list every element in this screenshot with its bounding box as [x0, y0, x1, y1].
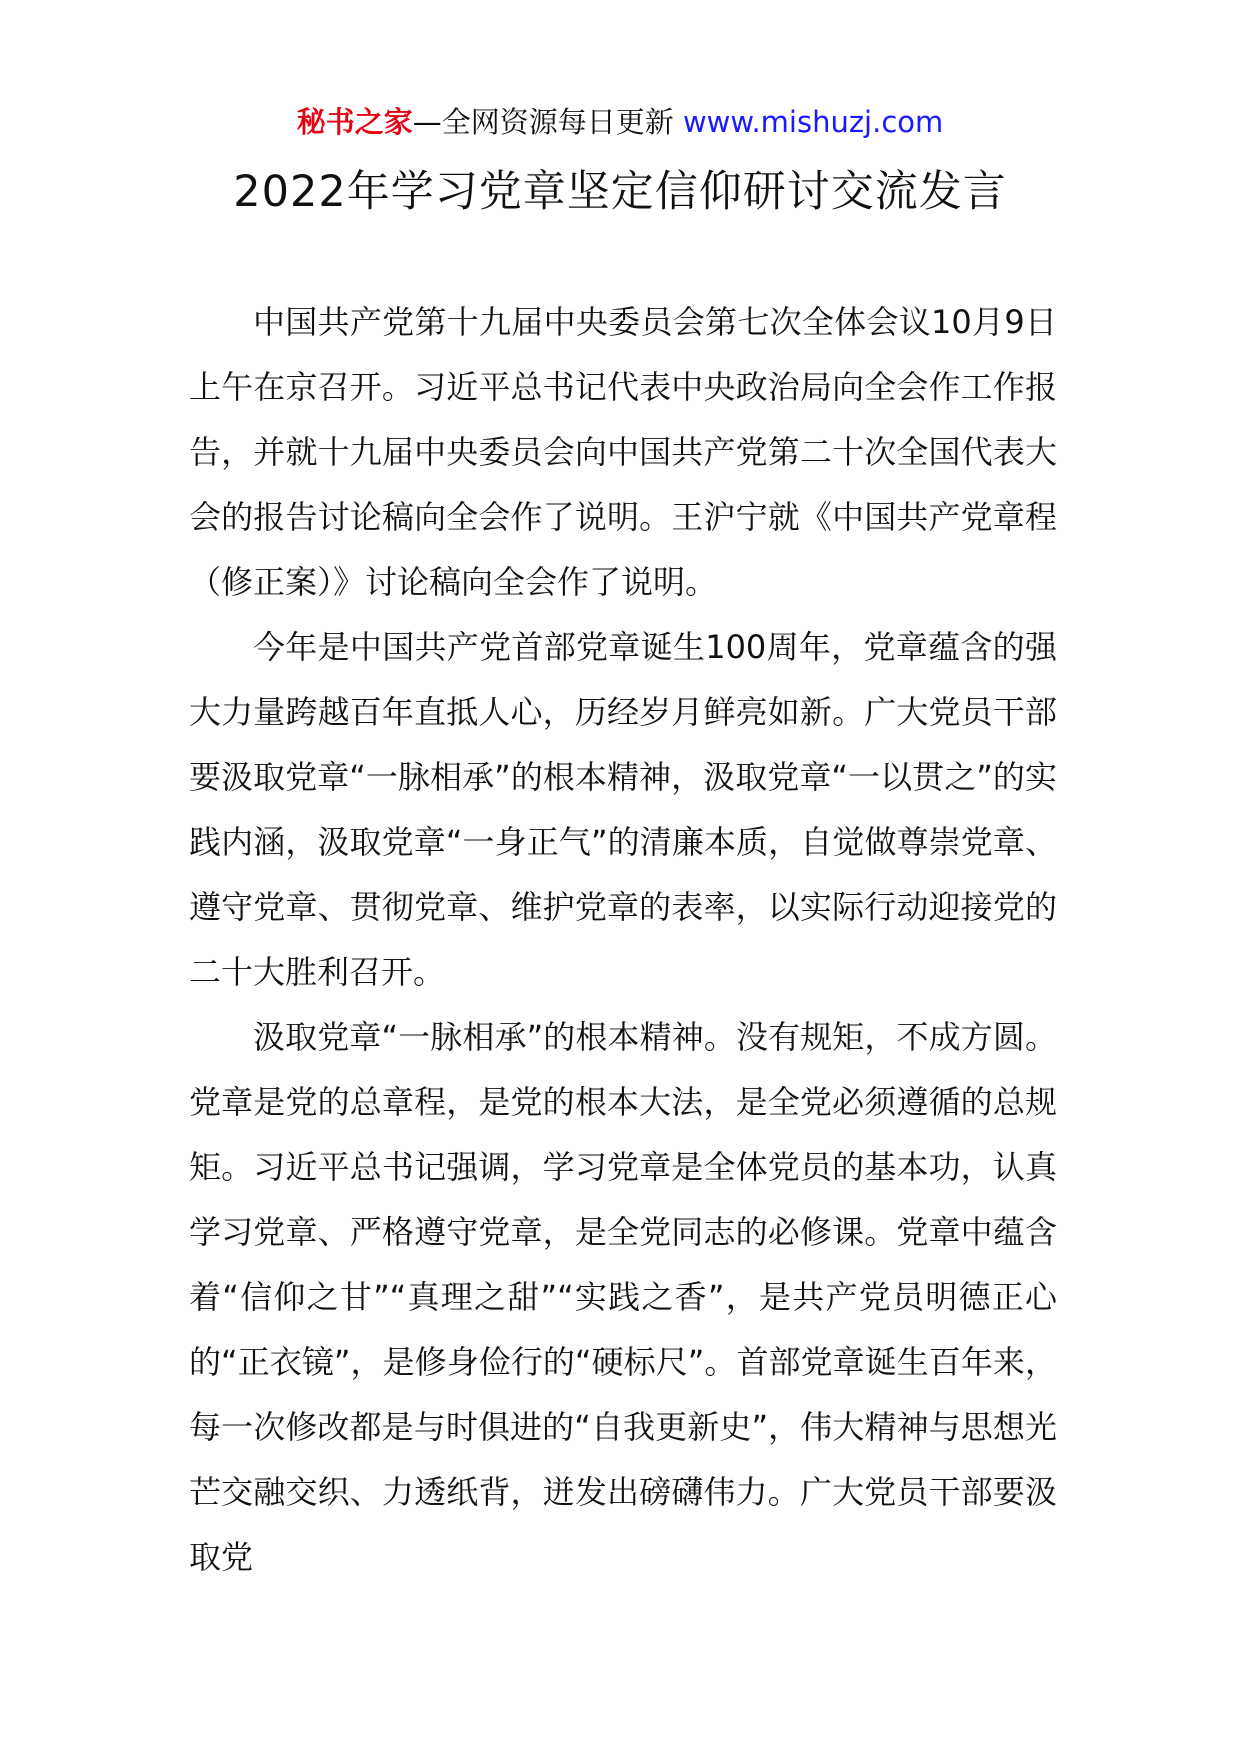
site-header	[0, 100, 1240, 144]
brand-name: 秘书之家	[296, 105, 413, 139]
site-tagline: —全网资源每日更新	[412, 105, 674, 139]
paragraph-1: 中国共产党第十九届中央委员会第七次全体会议10月9日上午在京召开。习近平总书记代表中央政治局向全会作工作报告，并就十九届中央委员会向中国共产党第二十次全国代表大会的报告讨论稿向全会作了说明。王沪宁就《中国共产党章程（修正案）》讨论稿向全会作了说明。	[189, 303, 1057, 601]
document-body	[189, 290, 1057, 1590]
paragraph-2: 今年是中国共产党首部党章诞生100周年，党章蕴含的强大力量跨越百年直抵人心，历经岁月鲜亮如新。广大党员干部要汲取党章“一脉相承”的根本精神，汲取党章“一以贯之”的实践内涵，汲取党章“一身正气”的清廉本质，自觉做尊崇党章、遵守党章、贯彻党章、维护党章的表率，以实际行动迎接党的二十大胜利召开。	[189, 628, 1057, 991]
document-title: 2022年学习党章坚定信仰研讨交流发言	[233, 167, 1007, 217]
site-url-link[interactable]: www.mishuzj.com	[682, 105, 944, 139]
paragraph-3: 汲取党章“一脉相承”的根本精神。没有规矩，不成方圆。党章是党的总章程，是党的根本大法，是全党必须遵循的总规矩。习近平总书记强调，学习党章是全体党员的基本功，认真学习党章、严格遵守党章，是全党同志的必修课。党章中蕴含着“信仰之甘”“真理之甜”“实践之香”，是共产党员明德正心的“正衣镜”，是修身俭行的“硬标尺”。首部党章诞生百年来，每一次修改都是与时俱进的“自我更新史”，伟大精神与思想光芒交融交织、力透纸背，迸发出磅礴伟力。广大党员干部要汲取党	[189, 1018, 1057, 1576]
